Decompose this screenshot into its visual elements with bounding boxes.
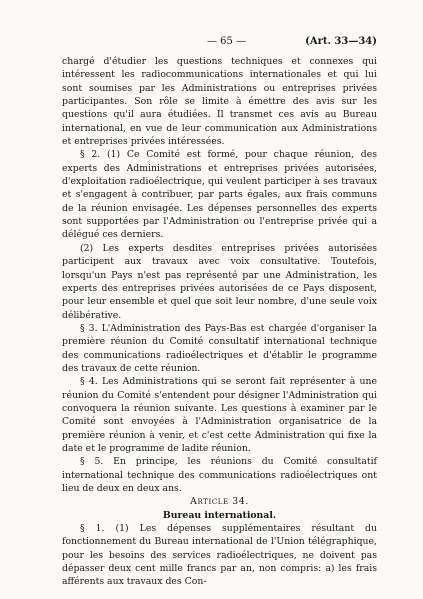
document-body bbox=[62, 55, 377, 589]
article-reference: (Art. 33—34) bbox=[305, 36, 377, 47]
paragraph-article-34-section-1: § 1. (1) Les dépenses supplémentaires résultant du fonctionnement du Bureau international de l'Union télégraphique, pour les besoins des services radioélectriques, ne doivent pas dépasser deux cent mille francs par an, non compris: a) les frais afférents aux travaux des Con- bbox=[62, 523, 377, 588]
page-header bbox=[62, 36, 377, 50]
paragraph-section-3: § 3. L'Administration des Pays-Bas est chargée d'organiser la première réunion du Comité consultatif international technique des communications radioélectriques et d'établir le programme des travaux de cette réunion. bbox=[62, 322, 377, 374]
paragraph-section-4: § 4. Les Administrations qui se seront fait représenter à une réunion du Comité s'entendent pour désigner l'Administration qui convoquera la réunion suivante. Les questions à examiner par le Comité sont envoyées à l'Administration organisatrice de la première réunion à venir, et c'est cette Administration qui fixe la date et le programme de ladite réunion. bbox=[62, 376, 377, 454]
paragraph-section-2-sub-2: (2) Les experts desdites entreprises privées autorisées participent aux travaux avec voix consultative. Toutefois, lorsqu'un Pays n'est pas représenté par une Administration, les experts des entreprises privées autorisées de ce Pays disposent, pour leur ensemble et quel que soit leur nombre, d'une seule voix délibérative. bbox=[62, 242, 377, 321]
page-number: — 65 — bbox=[207, 36, 247, 47]
paragraph-1: chargé d'étudier les questions techniques et connexes qui intéressent les radiocommunications internationales et qui lui sont soumises par les Administrations ou entreprises privées participantes. Son rôle se limite à émettre des avis sur les questions qu'il aura étudiées. Il transmet ces avis au Bureau international, en vue de leur communication aux Administrations et entreprises privées intéressées. bbox=[62, 56, 377, 148]
article-subheading: Bureau international. bbox=[162, 509, 277, 521]
paragraph-section-5: § 5. En principe, les réunions du Comité consultatif international technique des communications radioélectriques ont lieu de deux en deux ans. bbox=[62, 456, 377, 494]
article-heading: Article 34. bbox=[190, 496, 249, 508]
paragraph-section-2: § 2. (1) Ce Comité est formé, pour chaque réunion, des experts des Administrations et entreprises privées autorisées, d'exploitation radioélectrique, qui veulent participer à ses travaux et s'engagent à contribuer, par parts égales, aux frais communs de la réunion envisagée. Les dépenses personnelles des experts sont supportées par l'Administration ou l'entreprise privée qui a délégué ces derniers. bbox=[62, 149, 377, 241]
